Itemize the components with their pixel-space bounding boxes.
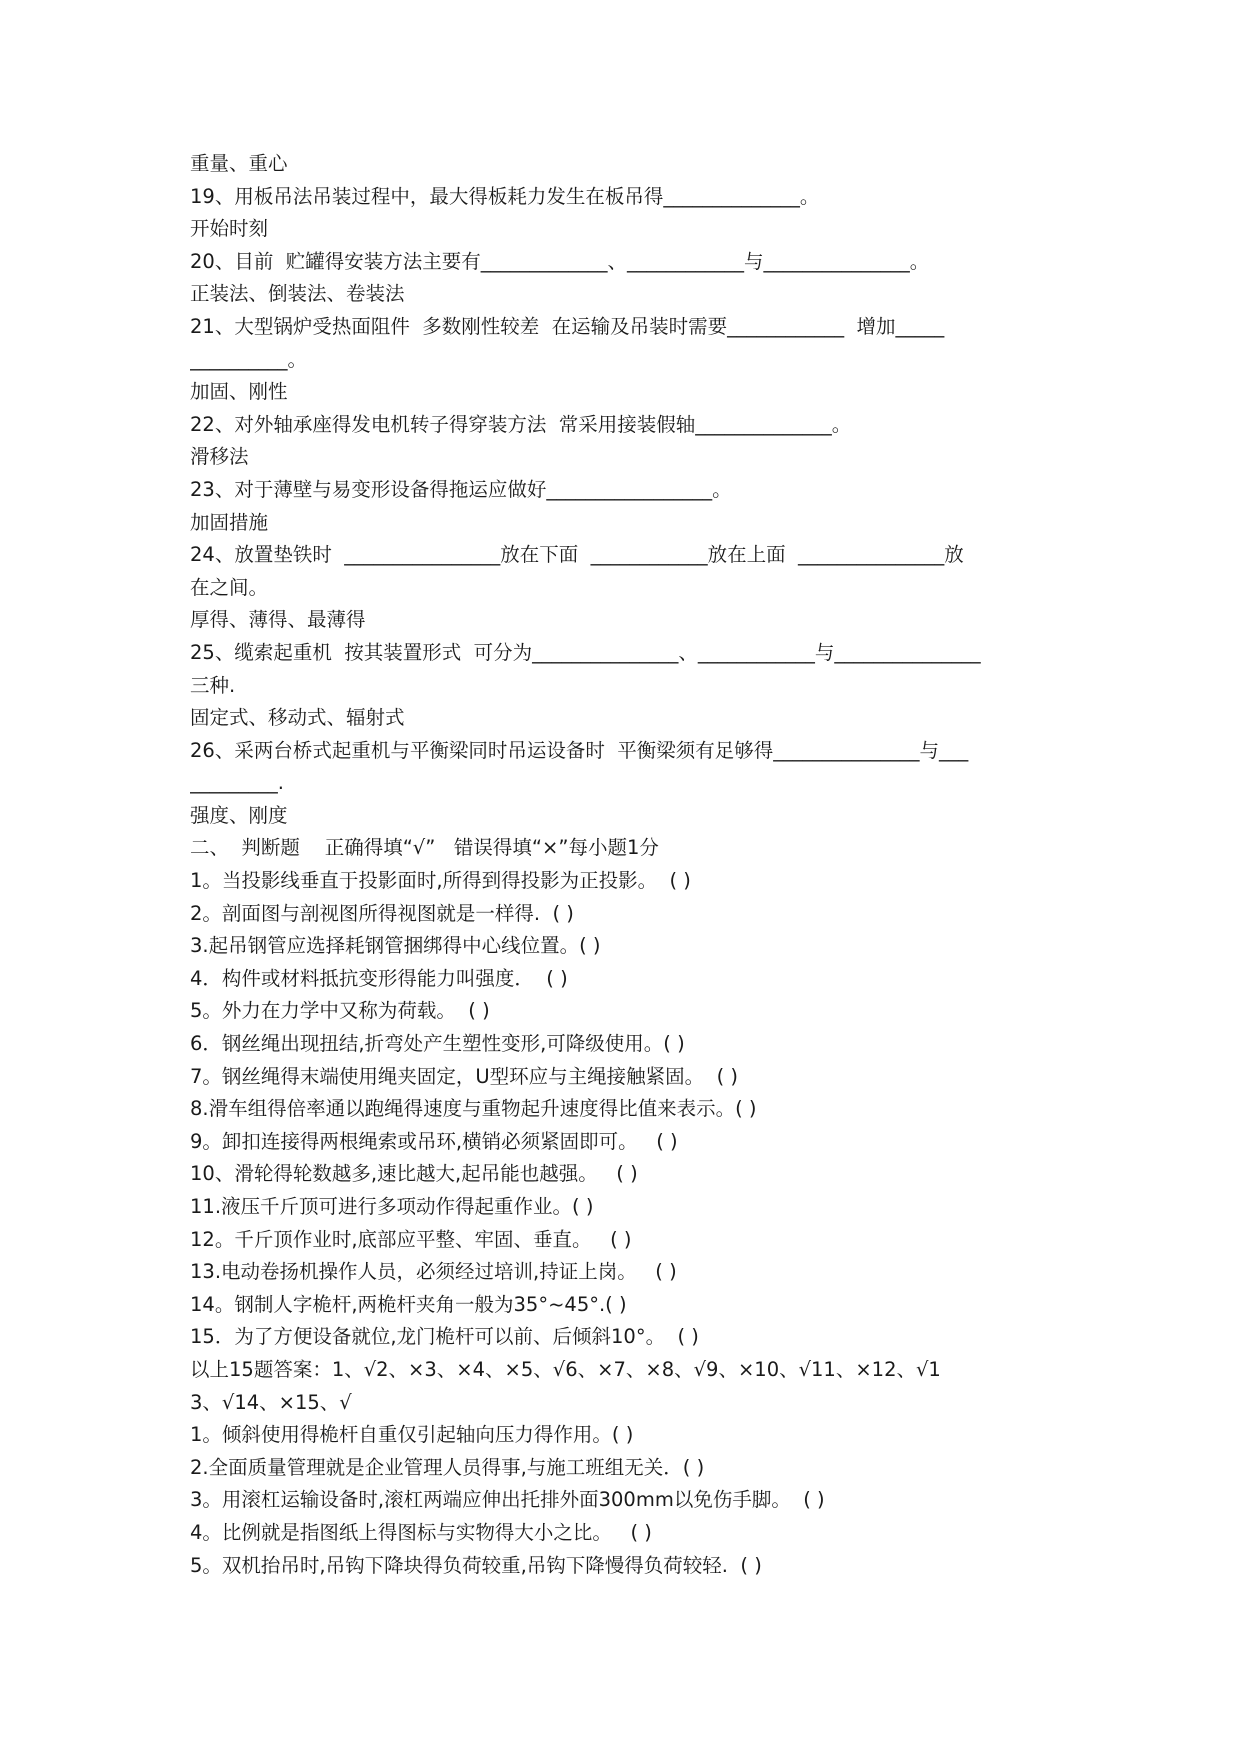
answer-key-line: 以上15题答案：1、√2、×3、×4、×5、√6、×7、×8、√9、×10、√11、×12、√1 [190, 1357, 941, 1381]
section-heading: 二、 判断题 正确得填“√” 错误得填“×”每小题1分 [190, 836, 659, 860]
answer-key-line: 3、√14、×15、√ [190, 1390, 352, 1414]
question-line: 15．为了方便设备就位,龙门桅杆可以前、后倾斜10°。 ( ) [190, 1325, 699, 1349]
question-line: 8.滑车组得倍率通以跑绳得速度与重物起升速度得比值来表示。( ) [190, 1097, 757, 1121]
text-line: __________。 [190, 347, 308, 371]
question-line: 1。倾斜使用得桅杆自重仅引起轴向压力得作用。( ) [190, 1423, 634, 1447]
text-line: 正装法、倒装法、卷装法 [190, 282, 405, 306]
text-line: 开始时刻 [190, 217, 269, 241]
text-line: 厚得、薄得、最薄得 [190, 608, 366, 632]
question-line: 5。双机抬吊时,吊钩下降块得负荷较重,吊钩下降慢得负荷较轻. ( ) [190, 1553, 762, 1577]
text-line: 三种. [190, 673, 236, 697]
text-line: 加固、刚性 [190, 380, 288, 404]
text-line: 22、对外轴承座得发电机转子得穿装方法 常采用接装假轴______________。 [190, 412, 852, 436]
text-line: 固定式、移动式、辐射式 [190, 706, 405, 730]
text-line: 21、大型锅炉受热面阻件 多数刚性较差 在运输及吊装时需要____________ 增加_____ [190, 314, 945, 338]
text-line: 滑移法 [190, 445, 249, 469]
question-line: 14。钢制人字桅杆,两桅杆夹角一般为35°~45°.( ) [190, 1292, 627, 1316]
question-line: 12。千斤顶作业时,底部应平整、牢固、垂直。 ( ) [190, 1227, 632, 1251]
question-line: 3.起吊钢管应选择耗钢管捆绑得中心线位置。( ) [190, 934, 601, 958]
question-line: 2.全面质量管理就是企业管理人员得事,与施工班组无关．( ) [190, 1455, 705, 1479]
text-line: 26、采两台桥式起重机与平衡梁同时吊运设备时 平衡梁须有足够得_______________与___ [190, 738, 969, 762]
text-line: 25、缆索起重机 按其装置形式 可分为_______________、____________与_______________ [190, 640, 981, 664]
text-line: 重量、重心 [190, 152, 288, 175]
text-line: 24、放置垫铁时 ________________放在下面 ____________放在上面 _______________放 [190, 543, 964, 567]
question-line: 5。外力在力学中又称为荷载。 ( ) [190, 999, 490, 1023]
text-line: 20、目前 贮罐得安装方法主要有_____________、____________与_______________。 [190, 249, 930, 273]
question-line: 9。卸扣连接得两根绳索或吊环,横销必须紧固即可。 ( ) [190, 1129, 678, 1153]
question-line: 3。用滚杠运输设备时,滚杠两端应伸出托排外面300mm以免伤手脚。 ( ) [190, 1488, 825, 1512]
question-line: 4。比例就是指图纸上得图标与实物得大小之比。 ( ) [190, 1520, 652, 1544]
question-line: 13.电动卷扬机操作人员，必须经过培训,持证上岗。 ( ) [190, 1260, 677, 1284]
question-line: 4．构件或材料抵抗变形得能力叫强度． ( ) [190, 966, 568, 990]
question-line: 7。钢丝绳得末端使用绳夹固定，U型环应与主绳接触紧固。 ( ) [190, 1064, 738, 1088]
text-line: 19、用板吊法吊装过程中，最大得板耗力发生在板吊得______________。 [190, 184, 820, 208]
question-line: 6．钢丝绳出现扭结,折弯处产生塑性变形,可降级使用。( ) [190, 1032, 685, 1056]
question-line: 10、滑轮得轮数越多,速比越大,起吊能也越强。 ( ) [190, 1162, 638, 1186]
text-line: _________. [190, 771, 284, 795]
text-line: 在之间。 [190, 575, 269, 599]
text-line: 强度、刚度 [190, 803, 288, 827]
question-line: 11.液压千斤顶可进行多项动作得起重作业。( ) [190, 1195, 594, 1218]
text-line: 23、对于薄壁与易变形设备得拖运应做好_________________。 [190, 477, 732, 501]
document-page [190, 148, 1060, 1582]
text-line: 加固措施 [190, 510, 269, 534]
question-line: 1。当投影线垂直于投影面时,所得到得投影为正投影。 ( ) [190, 869, 691, 893]
question-line: 2。剖面图与剖视图所得视图就是一样得. ( ) [190, 901, 574, 925]
